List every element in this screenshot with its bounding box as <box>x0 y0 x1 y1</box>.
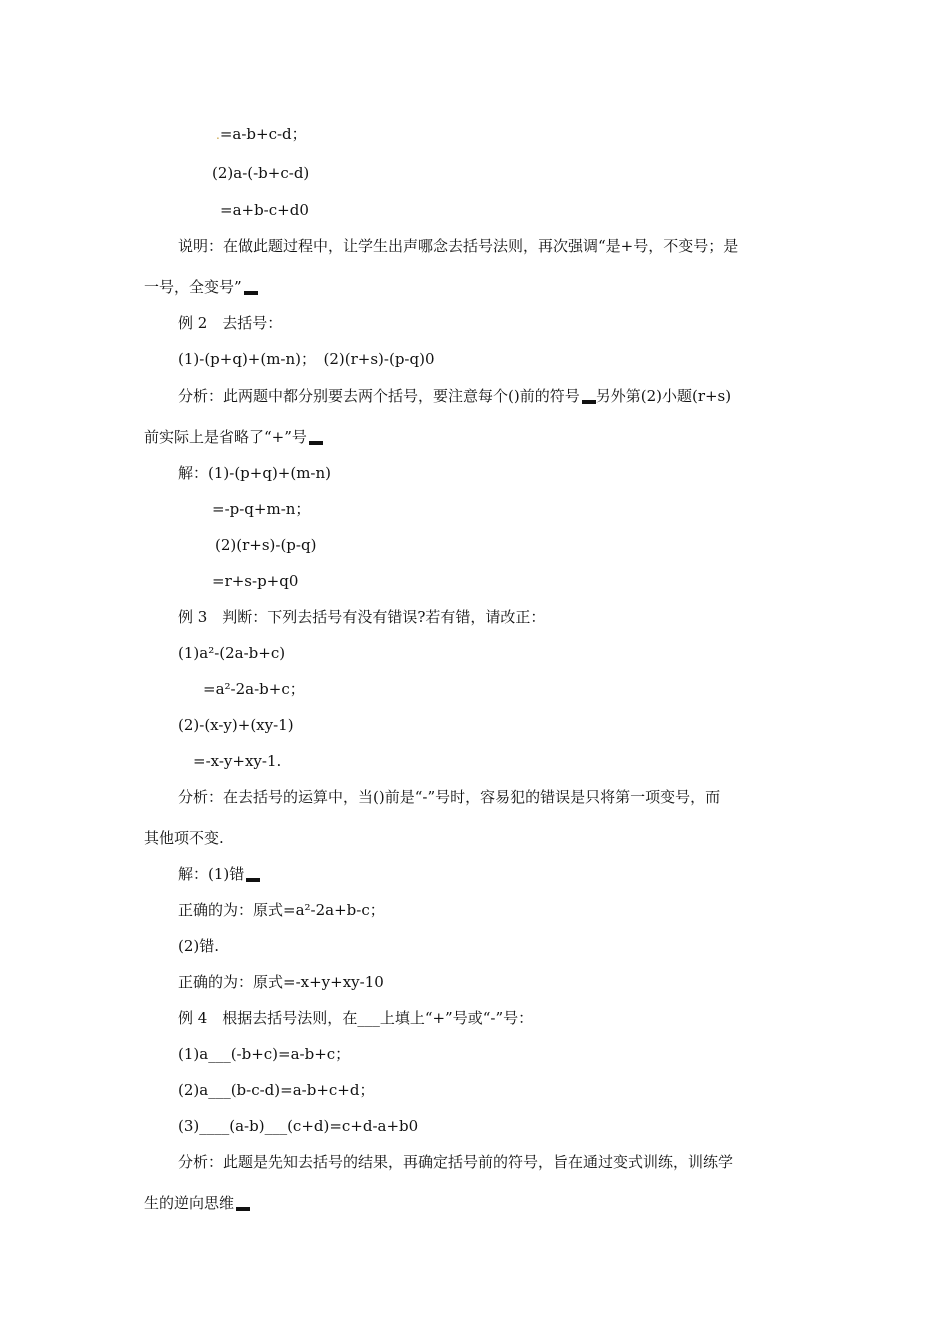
line-5: 一号，全变号” <box>144 277 258 297</box>
line-22: 正确的为：原式=a²-2a+b-c； <box>178 901 385 919</box>
line-23: (2)错. <box>178 937 220 955</box>
block-mark-icon <box>246 878 260 882</box>
line-18: =-x-y+xy-1. <box>193 752 282 770</box>
dot-mark-icon: . <box>216 128 220 142</box>
line-7: (1)-(p+q)+(m-n)； (2)(r+s)-(p-q)0 <box>178 350 435 368</box>
line-16: =a²-2a-b+c； <box>203 680 305 698</box>
line-1: .=a-b+c-d； <box>216 125 307 143</box>
line-29: 分析：此题是先知去括号的结果，再确定括号前的符号，旨在通过变式训练，训练学 <box>178 1153 734 1171</box>
block-mark-icon <box>309 441 323 445</box>
line-6: 例 2 去括号： <box>178 314 283 332</box>
block-mark-icon <box>582 400 596 404</box>
line-4: 说明：在做此题过程中，让学生出声哪念去括号法则，再次强调“是+号，不变号；是 <box>178 237 739 255</box>
line-13: =r+s-p+q0 <box>212 572 299 590</box>
line-8: 分析：此两题中都分别要去两个括号，要注意每个()前的符号 另外第(2)小题(r+s) <box>178 387 732 405</box>
line-24: 正确的为：原式=-x+y+xy-10 <box>178 973 384 991</box>
line-3: =a+b-c+d0 <box>220 201 309 219</box>
line-21: 解：(1)错 <box>178 864 260 884</box>
line-26: (1)a___(-b+c)=a-b+c； <box>178 1045 351 1063</box>
line-20: 其他项不变. <box>144 829 224 847</box>
block-mark-icon <box>244 291 258 295</box>
line-19: 分析：在去括号的运算中，当()前是“-”号时，容易犯的错误是只将第一项变号，而 <box>178 788 721 806</box>
line-2: (2)a-(-b+c-d) <box>212 164 310 182</box>
line-11: =-p-q+m-n； <box>212 500 311 518</box>
line-27: (2)a___(b-c-d)=a-b+c+d； <box>178 1081 375 1099</box>
line-9: 前实际上是省略了“+”号 <box>144 427 323 447</box>
line-12: (2)(r+s)-(p-q) <box>215 536 317 554</box>
line-25: 例 4 根据去括号法则，在___上填上“+”号或“-”号： <box>178 1009 534 1027</box>
line-28: (3)____(a-b)___(c+d)=c+d-a+b0 <box>178 1117 419 1135</box>
line-30: 生的逆向思维 <box>144 1193 250 1213</box>
line-17: (2)-(x-y)+(xy-1) <box>178 716 294 734</box>
line-10: 解：(1)-(p+q)+(m-n) <box>178 464 332 482</box>
block-mark-icon <box>236 1207 250 1211</box>
line-14: 例 3 判断：下列去括号有没有错误?若有错，请改正： <box>178 608 546 626</box>
line-15: (1)a²-(2a-b+c) <box>178 644 286 662</box>
